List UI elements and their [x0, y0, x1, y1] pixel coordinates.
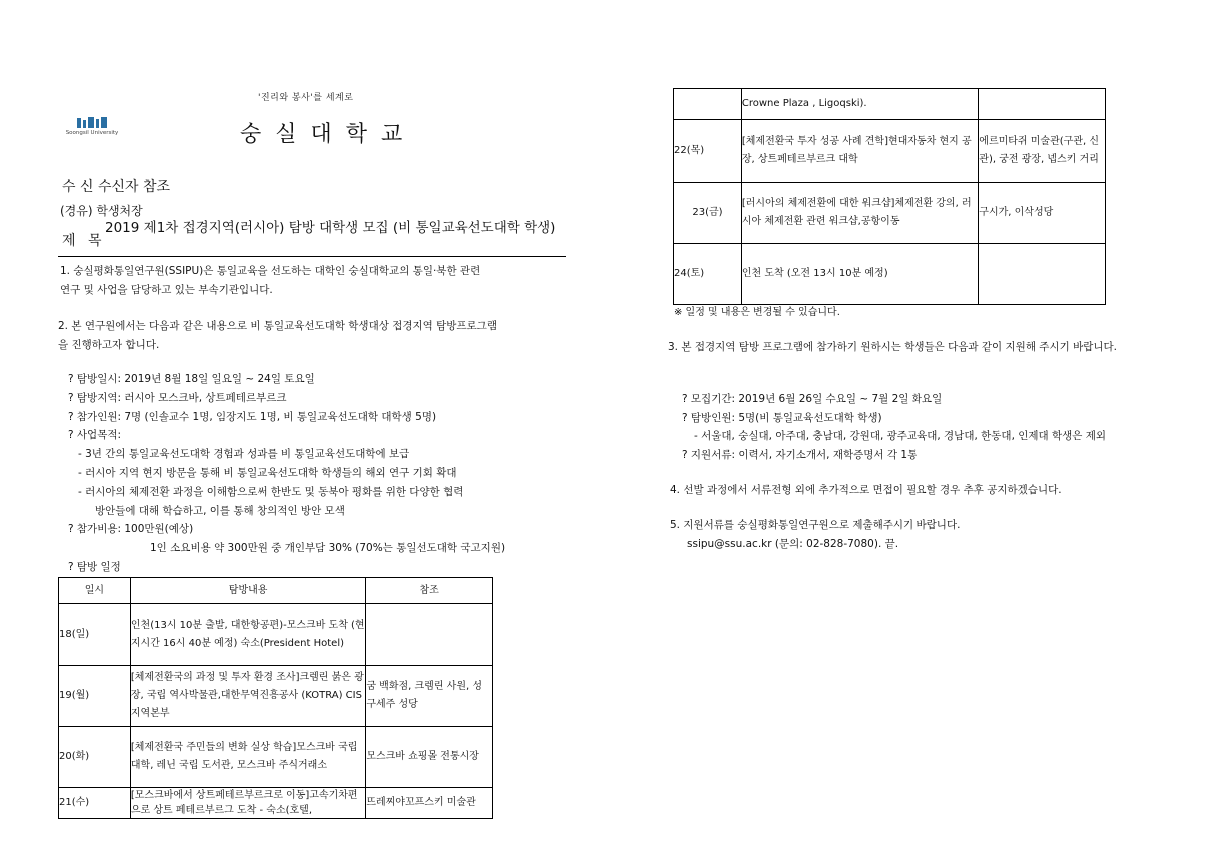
row-ref	[979, 244, 1106, 305]
row-content: [러시아의 체제전환에 대한 워크샵]체제전환 강의, 러시아 체제전환 관련 워크샵,공항이동	[741, 183, 978, 244]
table-row	[59, 604, 493, 666]
paragraph-4: 4. 선발 과정에서 서류전형 외에 추가적으로 면접이 필요할 경우 추후 공지하겠습니다.	[670, 484, 1062, 496]
subject-label: 제 목	[62, 233, 106, 249]
paragraph-1-line-2: 연구 및 사업을 담당하고 있는 부속기관입니다.	[60, 284, 273, 296]
row-ref: 뜨레찌야꼬프스키 미술관	[366, 788, 493, 819]
header-date: 일시	[59, 578, 131, 604]
row-ref	[366, 604, 493, 666]
paragraph-2-line-2: 을 진행하고자 합니다.	[58, 339, 160, 351]
row-ref: 굼 백화점, 크렘린 사원, 성 구세주 성당	[366, 666, 493, 727]
table-row	[59, 666, 493, 727]
row-date: 18(일)	[59, 604, 131, 666]
row-content: Crowne Plaza , Ligoqski).	[741, 89, 978, 120]
paragraph-2-line-1: 2. 본 연구원에서는 다음과 같은 내용으로 비 통일교육선도대학 학생대상 접경지역 탐방프로그램	[58, 320, 497, 332]
row-content: [체제전환국 투자 성공 사례 견학]현대자동차 현지 공장, 상트페테르부르크 대학	[741, 120, 978, 183]
detail-cost-note: 1인 소요비용 약 300만원 중 개인부담 30% (70%는 통일선도대학 국고지원)	[150, 542, 506, 555]
subject-text: 2019 제1차 접경지역(러시아) 탐방 대학생 모집 (비 통일교육선도대학 학생)	[105, 220, 556, 236]
detail-item: ? 탐방지역: 러시아 모스크바, 상트페테르부르크	[68, 391, 287, 404]
header-divider	[58, 256, 566, 257]
paragraph-1-line-1: 1. 숭실평화통일연구원(SSIPU)은 통일교육을 선도하는 대학인 숭실대학교의 통일·북한 관련	[60, 265, 481, 277]
via-line: (경유) 학생처장	[60, 204, 143, 218]
table-row	[674, 89, 1106, 120]
table-row	[59, 788, 493, 819]
table-row	[674, 183, 1106, 244]
table-row	[674, 120, 1106, 183]
row-date: 19(월)	[59, 666, 131, 727]
row-date: 22(목)	[674, 120, 742, 183]
detail-subitem: - 러시아의 체제전환 과정을 이해함으로써 한반도 및 동북아 평화를 위한 다양한 협력	[78, 485, 464, 498]
detail-item: ? 참가인원: 7명 (인솔교수 1명, 임장지도 1명, 비 통일교육선도대학 대학생 5명)	[68, 410, 437, 423]
paragraph-2	[58, 317, 497, 355]
row-content: 인천 도착 (오전 13시 10분 예정)	[741, 244, 978, 305]
application-item: ? 탐방인원: 5명(비 통일교육선도대학 학생)	[682, 411, 882, 424]
row-content: [체제전환국의 과정 및 투자 환경 조사]크렘린 붉은 광장, 국립 역사박물관,대한무역진흥공사 (KOTRA) CIS 지역본부	[130, 666, 365, 727]
application-item: ? 지원서류: 이력서, 자기소개서, 재학증명서 각 1통	[682, 448, 918, 461]
detail-item: ? 탐방 일정	[68, 560, 121, 573]
row-ref: 구시가, 이삭성당	[979, 183, 1106, 244]
row-date: 23(금)	[674, 183, 742, 244]
detail-subitem: - 3년 간의 통일교육선도대학 경험과 성과를 비 통일교육선도대학에 보급	[78, 448, 410, 461]
row-content: 인천(13시 10분 출발, 대한항공편)-모스크바 도착 (현지시간 16시 40분 예정) 숙소(President Hotel)	[130, 604, 365, 666]
row-ref: 모스크바 쇼핑몰 전통시장	[366, 727, 493, 788]
schedule-table-left	[58, 577, 493, 819]
detail-item: ? 탐방일시: 2019년 8월 18일 일요일 ~ 24일 토요일	[68, 373, 315, 385]
university-name: 숭실대학교	[240, 122, 417, 147]
contact-info: ssipu@ssu.ac.kr (문의: 02-828-7080). 끝.	[687, 538, 899, 550]
schedule-table-right	[673, 88, 1106, 305]
row-date: 24(토)	[674, 244, 742, 305]
paragraph-5	[670, 516, 960, 554]
row-date: 20(화)	[59, 727, 131, 788]
application-item: ? 모집기간: 2019년 6월 26일 수요일 ~ 7월 2일 화요일	[682, 393, 943, 405]
paragraph-1	[60, 262, 480, 300]
application-exclusion: - 서울대, 숭실대, 아주대, 충남대, 강원대, 광주교육대, 경남대, 한동대, 인제대 학생은 제외	[694, 430, 1107, 442]
detail-subitem-continued: 방안들에 대해 학습하고, 이를 통해 창의적인 방안 모색	[95, 504, 345, 517]
logo-mark-icon	[62, 117, 122, 128]
detail-subitem: - 러시아 지역 현지 방문을 통해 비 통일교육선도대학 학생들의 해외 연구 기회 확대	[78, 466, 457, 479]
program-details	[68, 370, 505, 577]
university-logo	[62, 117, 122, 143]
row-content: [모스크바에서 상트페테르부르크로 이동]고속기차편으로 상트 페테르부르그 도착 - 숙소(호텔,	[130, 788, 365, 819]
logo-text: Soongsil University	[65, 130, 119, 136]
paragraph-5-text: 5. 지원서류를 숭실평화통일연구원으로 제출해주시기 바랍니다.	[670, 519, 961, 531]
detail-item: ? 사업목적:	[68, 429, 122, 442]
application-details	[682, 390, 1106, 464]
recipient-line: 수 신 수신자 참조	[62, 179, 171, 195]
university-motto: '진리와 봉사'를 세계로	[258, 93, 354, 103]
header-content: 탐방내용	[130, 578, 365, 604]
row-content: [체제전환국 주민들의 변화 실상 학습]모스크바 국립대학, 레닌 국립 도서관, 모스크바 주식거래소	[130, 727, 365, 788]
table-row	[59, 727, 493, 788]
row-ref	[979, 89, 1106, 120]
paragraph-3: 3. 본 접경지역 탐방 프로그램에 참가하기 원하시는 학생들은 다음과 같이 지원해 주시기 바랍니다.	[668, 341, 1117, 353]
detail-item: ? 참가비용: 100만원(예상)	[68, 523, 194, 536]
row-date: 21(수)	[59, 788, 131, 819]
header-ref: 참조	[366, 578, 493, 604]
table-row	[674, 244, 1106, 305]
row-ref: 에르미타쥐 미술관(구관, 신관), 궁전 광장, 넵스키 거리	[979, 120, 1106, 183]
schedule-note: ※ 일정 및 내용은 변경될 수 있습니다.	[674, 307, 840, 318]
schedule-header-row	[59, 578, 493, 604]
row-date	[674, 89, 742, 120]
